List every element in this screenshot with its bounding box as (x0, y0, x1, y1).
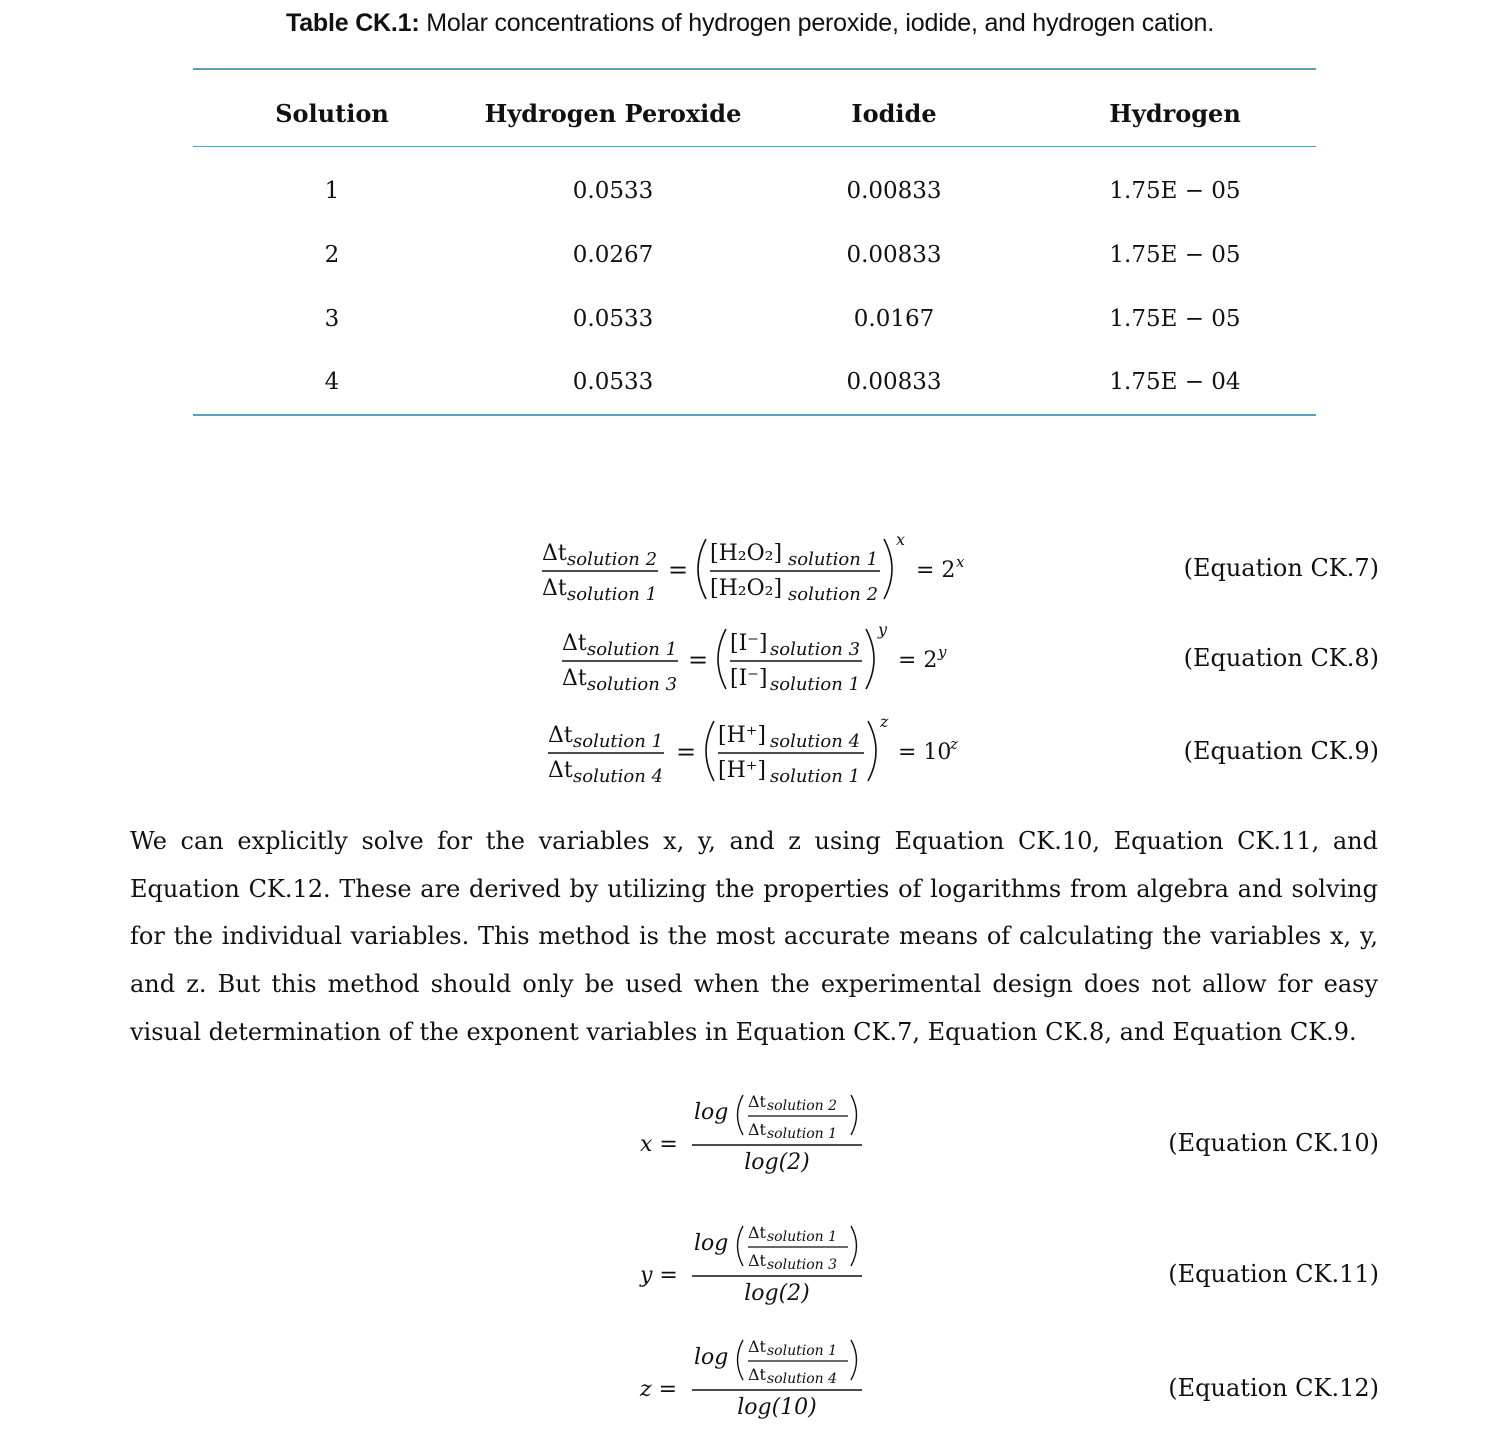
eq8-inner-num-sub: solution 3 (770, 639, 861, 660)
table-cell: 1.75E − 05 (1109, 242, 1241, 268)
eq9-den-dt: Δt (548, 758, 573, 783)
eq7-num-sub: solution 2 (567, 549, 658, 570)
eq8-num-sub: solution 1 (587, 639, 678, 660)
eq8-den-dt: Δt (562, 666, 587, 691)
equation-ck12 (630, 1328, 890, 1428)
eq7-num-dt: Δt (542, 541, 567, 566)
eq9-inner-den-sub: solution 1 (770, 766, 861, 787)
eq7-den-dt: Δt (542, 576, 567, 601)
eq9-den-sub: solution 4 (573, 766, 664, 787)
eq9-inner-num: [H⁺] (718, 723, 766, 748)
table-cell: 3 (324, 306, 340, 332)
eq12-num-dt: Δt (748, 1337, 766, 1356)
eq7-inner-num: [H₂O₂] (710, 541, 783, 566)
eq7-rhs-exp: x (956, 553, 965, 571)
eq10-num-dt: Δt (748, 1092, 766, 1111)
eq11-den-dt: Δt (748, 1251, 766, 1270)
eq8-inner-den-sub: solution 1 (770, 674, 861, 695)
svg-text:=: = (688, 646, 709, 674)
equation-ck7 (530, 525, 990, 615)
table-cell: 1.75E − 05 (1109, 306, 1241, 332)
eq9-num-dt: Δt (548, 723, 573, 748)
eq11-denominator: log(2) (744, 1281, 810, 1306)
eq10-denominator: log(2) (744, 1150, 810, 1175)
eq10-log: log (694, 1100, 729, 1125)
eq8-inner-den: [I⁻] (730, 666, 768, 691)
eq7-inner-den: [H₂O₂] (710, 576, 783, 601)
eq10-lhs: x = (640, 1132, 678, 1157)
equation-ck7-label: (Equation CK.7) (1183, 554, 1379, 582)
eq9-inner-num-sub: solution 4 (770, 731, 861, 752)
eq7-den-sub: solution 1 (567, 584, 658, 605)
eq9-inner-den: [H⁺] (718, 758, 766, 783)
eq9-exponent: z (880, 712, 889, 731)
table-bottom-rule (193, 414, 1316, 416)
table-cell: 2 (324, 242, 340, 268)
eq8-rhs: = 2 (898, 648, 938, 673)
table-cell: 1.75E − 05 (1109, 178, 1241, 204)
eq8-num-dt: Δt (562, 631, 587, 656)
equation-ck8-label: (Equation CK.8) (1183, 644, 1379, 672)
eq7-rhs: = 2 (916, 558, 956, 583)
table-cell: 0.00833 (846, 178, 942, 204)
equation-ck8 (550, 615, 970, 705)
table-header-rule (193, 146, 1316, 147)
eq12-denominator: log(10) (737, 1395, 817, 1420)
eq7-exponent: x (896, 530, 906, 549)
equation-ck12-label: (Equation CK.12) (1168, 1374, 1379, 1402)
eq7-inner-num-sub: solution 1 (788, 549, 879, 570)
header-solution: Solution (275, 99, 389, 128)
header-hydrogen: Hydrogen (1109, 99, 1241, 128)
eq12-lhs: z = (640, 1377, 678, 1402)
eq8-rhs-exp: y (938, 643, 947, 661)
eq9-rhs: = 10 (898, 740, 952, 765)
eq11-num-dt: Δt (748, 1223, 766, 1242)
equation-ck10 (630, 1083, 890, 1183)
table-caption-label: Table CK.1: (286, 9, 420, 37)
table-caption-text: Molar concentrations of hydrogen peroxide, iodide, and hydrogen cation. (426, 9, 1214, 37)
svg-text:=: = (676, 738, 697, 766)
table-cell: 0.0533 (572, 178, 654, 204)
table-caption (0, 3, 1500, 43)
table-cell: 0.0533 (572, 306, 654, 332)
eq12-den-dt: Δt (748, 1365, 766, 1384)
header-hydrogen-peroxide: Hydrogen Peroxide (484, 99, 742, 128)
table-top-rule (193, 68, 1316, 70)
table-cell: 1 (324, 178, 340, 204)
eq8-inner-num: [I⁻] (730, 631, 768, 656)
svg-text:=: = (668, 556, 689, 584)
eq11-den-sub: solution 3 (767, 1257, 838, 1273)
table-cell: 0.0167 (853, 306, 935, 332)
eq9-rhs-exp: z (950, 735, 958, 753)
table-cell: 0.00833 (846, 242, 942, 268)
eq11-log: log (694, 1231, 729, 1256)
eq10-num-sub: solution 2 (767, 1098, 838, 1114)
eq8-exponent: y (878, 620, 888, 639)
equation-ck11-label: (Equation CK.11) (1168, 1260, 1379, 1288)
table-cell: 0.00833 (846, 369, 942, 395)
table-cell: 1.75E − 04 (1109, 369, 1241, 395)
table-cell: 0.0267 (572, 242, 654, 268)
eq10-den-sub: solution 1 (767, 1126, 838, 1142)
eq11-num-sub: solution 1 (767, 1229, 838, 1245)
eq7-inner-den-sub: solution 2 (788, 584, 879, 605)
eq9-num-sub: solution 1 (573, 731, 664, 752)
eq12-den-sub: solution 4 (767, 1371, 838, 1387)
eq8-den-sub: solution 3 (587, 674, 678, 695)
equation-ck11 (630, 1214, 890, 1314)
table-cell: 0.0533 (572, 369, 654, 395)
body-paragraph: We can explicitly solve for the variables x, y, and z using Equation CK.10, Equation CK.11, and Equation CK.12. These are derived by utilizing the properties of logarithms from algebra and solving for the individual variables. This method is the most accurate means of calculating the variables x, y, and z. But this method should only be used when the experimental design does not allow for easy visual determination of the exponent variables in Equation CK.7, Equation CK.8, and Equation CK.9. (130, 827, 1378, 1046)
table-cell: 4 (324, 369, 340, 395)
eq12-num-sub: solution 1 (767, 1343, 838, 1359)
eq11-lhs: y = (640, 1263, 678, 1288)
header-iodide: Iodide (851, 99, 937, 128)
equation-ck10-label: (Equation CK.10) (1168, 1129, 1379, 1157)
equation-ck9 (536, 707, 976, 797)
eq10-den-dt: Δt (748, 1120, 766, 1139)
eq12-log: log (694, 1345, 729, 1370)
equation-ck9-label: (Equation CK.9) (1183, 737, 1379, 765)
